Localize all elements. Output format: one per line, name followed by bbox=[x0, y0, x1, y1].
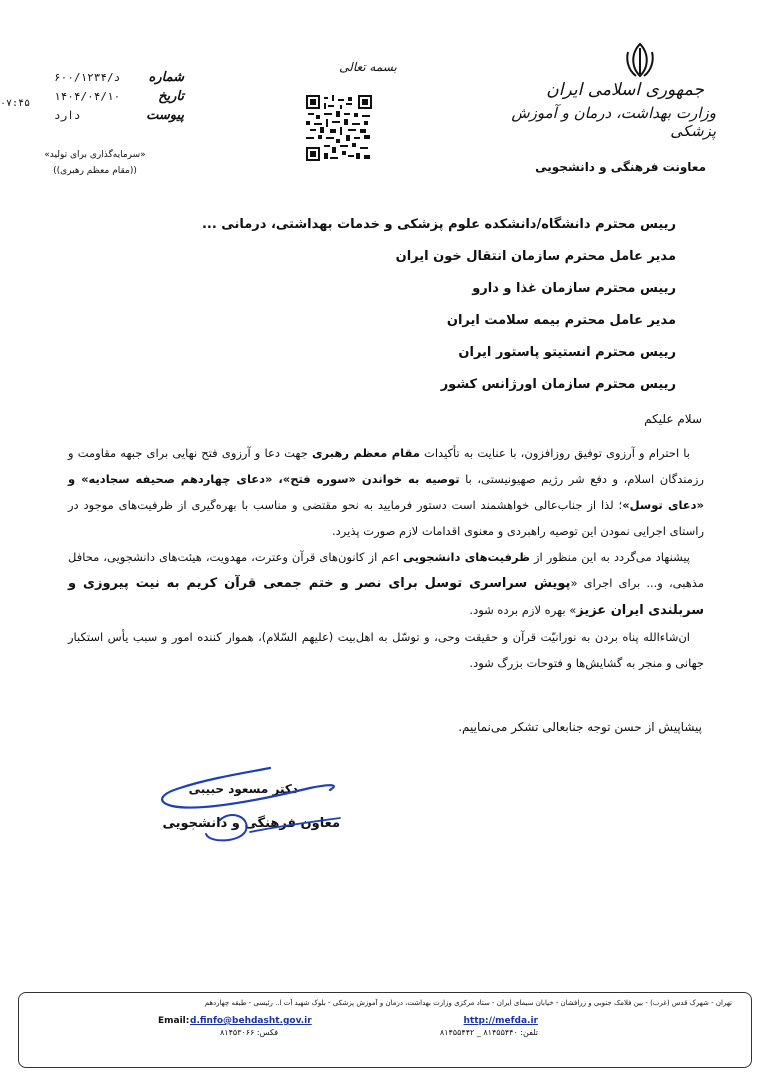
addressee-item: مدیر عامل محترم بیمه سلامت ایران bbox=[446, 313, 676, 328]
slogan: «سرمایه‌گذاری برای تولید» bbox=[44, 150, 146, 160]
p2-emphasis-b: ظرفیت‌های دانشجویی bbox=[403, 550, 530, 564]
closing: پیشاپیش از حسن توجه جنابعالی تشکر می‌نماییم. bbox=[458, 720, 702, 734]
addressee-item: رییس محترم انستیتو پاستور ایران bbox=[458, 345, 676, 360]
date-value: ۱۴۰۴/۰۴/۱۰ bbox=[54, 90, 121, 103]
greeting: سلام علیکم bbox=[644, 412, 702, 426]
paragraph-1 bbox=[68, 440, 704, 544]
signer-title: معاون فرهنگی و دانشجویی bbox=[162, 816, 340, 831]
p1-text-e: ؛ لذا از جناب‌عالی خواهشمند است دستور فرمایید به نحو مقتضی و مناسب با بهره‌گیری از ظرفیت‌های موجود در راستای اجرایی نمودن این توصیه راهبردی و معنوی اقدامات لازم صورت پذیرد. bbox=[68, 498, 704, 538]
office-name: معاونت فرهنگی و دانشجویی bbox=[535, 160, 706, 174]
addressee-item: رییس محترم سازمان غذا و دارو bbox=[472, 281, 676, 296]
date-label: تاریخ bbox=[158, 89, 184, 104]
paragraph-3: ان‌شاءالله پناه بردن به نورانیّت قرآن و حقیقت وحی، و توسّل به اهل‌بیت (علیهم السّلام)، هموار کننده امور و سبب یأس استکبار جهانی و منجر به گشایش‌ها و فتوحات بزرگ شود. bbox=[68, 630, 704, 670]
emblem-icon bbox=[620, 40, 660, 80]
email-link[interactable]: d.finfo@behdasht.gov.ir bbox=[190, 1016, 312, 1026]
attachment-value: دارد bbox=[54, 109, 81, 122]
meta-number bbox=[54, 70, 184, 89]
ministry-line-2: وزارت بهداشت، درمان و آموزش پزشکی bbox=[511, 104, 716, 140]
footer-fax: فکس: ۸۱۴۵۳۰۶۶ bbox=[220, 1028, 279, 1037]
ministry-line-1: جمهوری اسلامی ایران bbox=[546, 80, 704, 100]
p2-text-c: اعم از کانون‌های قرآن وعترت، مهدویت، هیئت‌های دانشجویی، محافل مذهبی، و... برای اجرای « bbox=[68, 550, 704, 590]
p2-emphasis-d: پویش سراسری توسل برای نصر و ختم جمعی قرآن کریم به نیت پیروزی و سربلندی ایران عزیز bbox=[68, 576, 704, 618]
addressee-item: رییس محترم دانشگاه/دانشکده علوم پزشکی و خدمات بهداشتی، درمانی ... bbox=[201, 217, 676, 232]
website-link[interactable]: http://mefda.ir bbox=[463, 1016, 538, 1026]
handwritten-signature bbox=[150, 760, 350, 850]
p1-emphasis-d: توصیه به خواندن «سوره فتح»، «دعای چهاردهم صحیفه سجادیه» و «دعای توسل» bbox=[68, 472, 704, 512]
basmala: بسمه تعالی bbox=[339, 60, 397, 74]
footer-phone: تلفن: ۸۱۴۵۵۴۴۰ _ ۸۱۴۵۵۴۴۲ bbox=[439, 1028, 538, 1037]
meta-attachment bbox=[54, 108, 184, 127]
p2-text-e: » بهره لازم برده شود. bbox=[469, 603, 577, 617]
addressee-item: رییس محترم سازمان اورژانس کشور bbox=[440, 377, 676, 392]
p1-emphasis-b: مقام معظم رهبری bbox=[311, 446, 420, 460]
letter-meta bbox=[54, 70, 184, 127]
edge-timestamp: ۰۷:۴۵ bbox=[0, 98, 31, 109]
addressee-list bbox=[116, 214, 676, 406]
p1-text-c: جهت دعا و آرزوی فتح نهایی برای جبهه مقاومت و رزمندگان اسلام، و دفع شر رژیم صهیونیستی، با bbox=[68, 446, 704, 486]
number-value: د/۶۰۰/۱۲۳۴ bbox=[54, 71, 121, 84]
attachment-label: پیوست bbox=[146, 108, 184, 123]
meta-date bbox=[54, 89, 184, 108]
number-label: شماره bbox=[148, 70, 184, 85]
p2-text-a: پیشنهاد می‌گردد به این منظور از bbox=[529, 550, 690, 564]
paragraph-2 bbox=[68, 544, 704, 624]
email-label: Email: bbox=[158, 1016, 190, 1026]
addressee-item: مدیر عامل محترم سازمان انتقال خون ایران bbox=[395, 249, 676, 264]
signer-name: دکتر مسعود حبیبی bbox=[188, 782, 298, 796]
p1-text-a: با احترام و آرزوی توفیق روزافزون، با عنایت به تأکیدات bbox=[419, 446, 690, 460]
letter-body bbox=[68, 440, 704, 676]
footer-address: تهران - شهرک قدس (غرب) - بین فلامک جنوبی و زرافشان - خیابان سیمای ایران - ستاد مرکزی وزارت بهداشت، درمان و آموزش پزشکی - بلوک شهید آت ا.. رئیسی - طبقه چهاردهم bbox=[204, 999, 732, 1007]
qr-code bbox=[306, 95, 372, 161]
slogan-attribution: ((مقام معظم رهبری)) bbox=[53, 166, 137, 176]
